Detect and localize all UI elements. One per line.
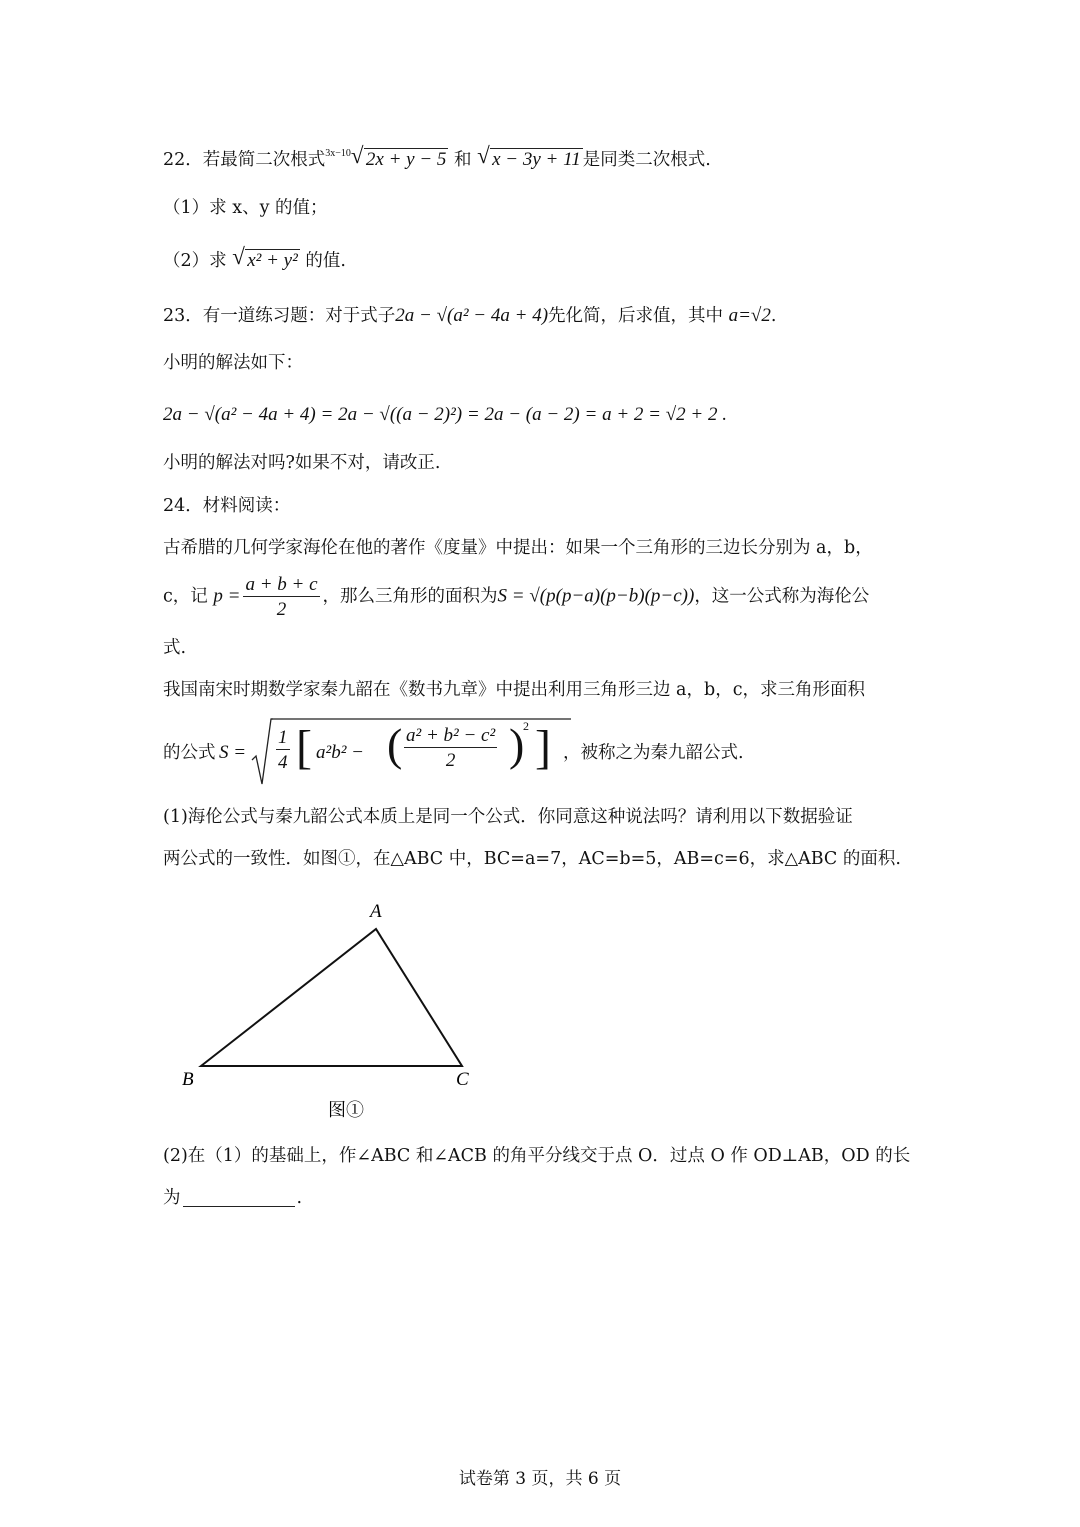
q23-solution: 2a − √(a² − 4a + 4) = 2a − √((a − 2)²) = 2a − (a − 2) = a + 2 = √2 + 2 . [163,404,727,425]
q24-para1-line2: c，记 p = $\frac{a + b + c}{2}$ ，那么三角形的面积为S = √(p(p−a)(p−b)(p−c))，这一公式称为海伦公 [163,574,870,620]
q22-part2-root: √ x² + y² [232,244,298,271]
q24-heron-formula: S = √(p(p−a)(p−b)(p−c)) [497,585,695,607]
vertex-label-b: B [182,1069,194,1090]
q24-qin-quarter: $\frac{1}{4}$ [278,727,288,773]
q24-title: 24．材料阅读： [163,496,291,516]
answer-blank[interactable] [183,1206,295,1207]
q22-root1-index: 3x−10 [325,148,351,159]
q23-condition: a=√2 [728,305,771,326]
q22-stem-pre: 22．若最简二次根式 [163,150,326,170]
q24-para1-line1: 古希腊的几何学家海伦在他的著作《度量》中提出：如果一个三角形的三边长分别为 a，b， [163,538,873,558]
q24-qin-lhs: S = [219,742,247,763]
q22-root2: √ x − 3y + 11 [477,143,581,170]
q24-qin-paren-left: ( [387,719,403,770]
vertex-label-a: A [370,901,382,922]
q22-root1: √ 2x + y − 5 [350,143,447,170]
figure-caption: 图① [328,1100,364,1120]
q24-qin-paren-right: ) [509,719,525,770]
q24-part1-line2: 两公式的一致性．如图①，在△ABC 中，BC=a=7，AC=b=5，AB=c=6，求△ABC 的面积. [163,849,901,869]
q24-qin-bracket-right: ] [535,721,551,774]
q24-qin-exponent: 2 [523,719,529,733]
q22-stem [163,143,711,170]
q24-qin-bracket-left: [ [296,721,312,774]
q23-question: 小明的解法对吗?如果不对，请改正. [163,453,441,473]
q24-para2-line1: 我国南宋时期数学家秦九韶在《数书九章》中提出利用三角形三边 a，b，c，求三角形面积 [163,680,865,700]
q24-part2-line2: 为 . [163,1188,303,1208]
triangle-figure [170,895,490,1125]
page-footer: 试卷第 3 页，共 6 页 [458,1469,622,1489]
q22-stem-post: 是同类二次根式. [582,150,711,170]
q24-qin-root-sign [251,718,273,788]
q24-p-lhs: p = [213,585,241,607]
q23-solution-intro: 小明的解法如下： [163,353,303,373]
q24-para1-line3: 式. [163,638,187,658]
q24-p-fraction: $\frac{a + b + c}{2}$ [245,574,318,620]
q22-part2: （2）求 √ x² + y² 的值. [163,244,346,271]
q23-expr: 2a − √(a² − 4a + 4) [395,305,549,326]
q24-part2-line1: (2)在（1）的基础上，作∠ABC 和∠ACB 的角平分线交于点 O．过点 O 作 OD⊥AB，OD 的长 [163,1146,911,1166]
q22-mid: 和 [454,150,472,170]
triangle-abc [201,929,462,1066]
vertex-label-c: C [456,1069,469,1090]
q24-qin-inner-fraction: $\frac{\text{a² + b² − c²}}{2}$ [406,725,496,771]
q24-part1-line1: (1)海伦公式与秦九韶公式本质上是同一个公式．你同意这种说法吗？请利用以下数据验证 [163,807,853,827]
q23-stem: 23．有一道练习题：对于式子2a − √(a² − 4a + 4)先化简，后求值，其中 a=√2. [163,305,777,326]
q24-qin-inner-pre: a²b² − [316,742,364,763]
q22-part1: （1）求 x、y 的值； [163,198,328,218]
